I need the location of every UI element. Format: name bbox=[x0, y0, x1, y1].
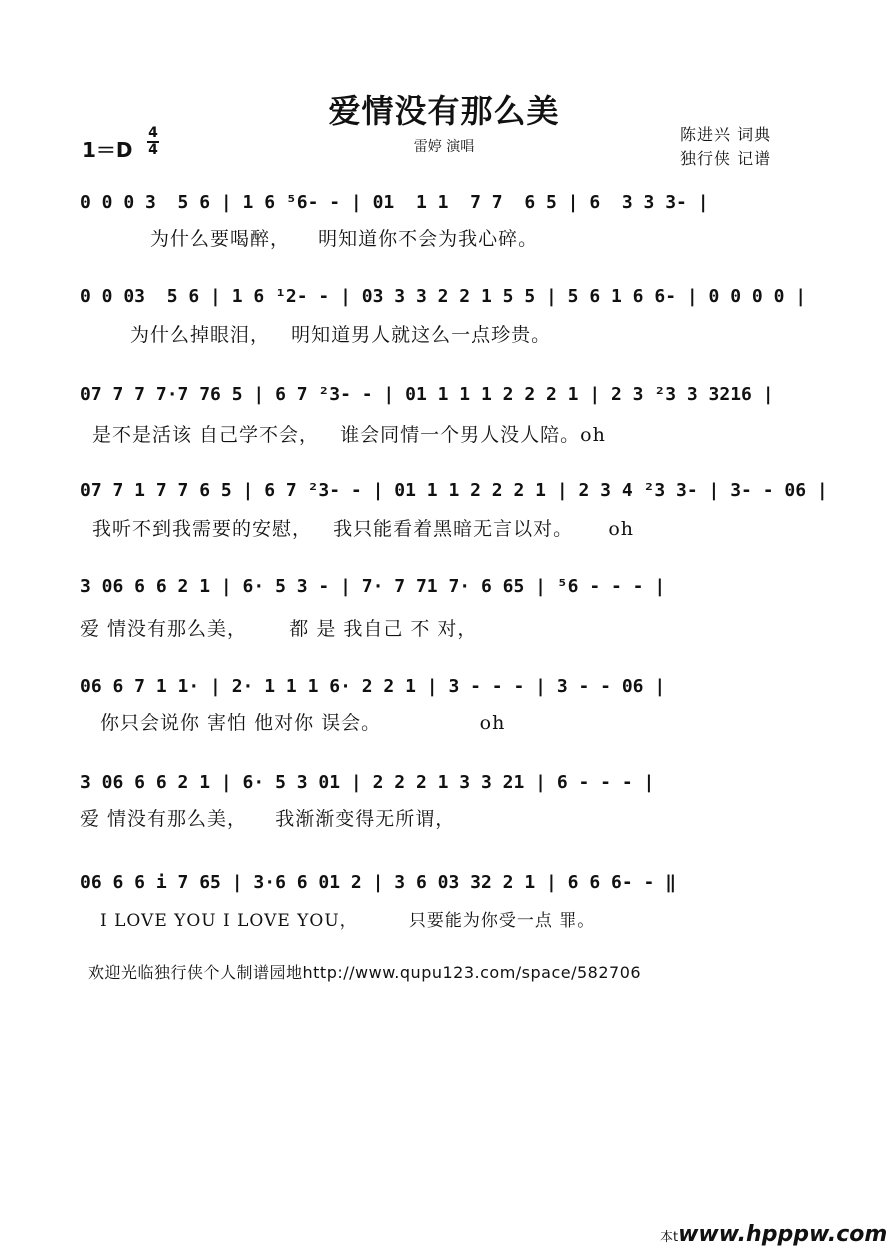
transcriber-credit: 独行侠 记谱 bbox=[680, 149, 772, 168]
score-line-8: 06 6 6 i 7 65 | 3·6 6 01 2 | 3 6 03 32 2 1 | 6 6 6- - ‖ bbox=[80, 872, 677, 893]
lyric-line-8: I LOVE YOU I LOVE YOU， 只要能为你受一点 罪。 bbox=[100, 911, 596, 931]
score-line-5: 3 06 6 6 2 1 | 6· 5 3 - | 7· 7 71 7· 6 65 | ⁵6 - - - | bbox=[80, 576, 666, 597]
lyric-line-6: 你只会说你 害怕 他对你 误会。 oh bbox=[100, 712, 506, 734]
score-line-6: 06 6 7 1 1· | 2· 1 1 1 6· 2 2 1 | 3 - - - | 3 - - 06 | bbox=[80, 676, 666, 697]
score-line-1: 0 0 0 3 5 6 | 1 6 ⁵6- - | 01 1 1 7 7 6 5 | 6 3 3 3- | bbox=[80, 192, 709, 213]
lyric-line-2: 为什么掉眼泪， 明知道男人就这么一点珍贵。 bbox=[130, 324, 552, 346]
watermark bbox=[660, 1222, 887, 1247]
watermark-site: www.hpppw.com bbox=[678, 1222, 888, 1247]
footer-website-note: 欢迎光临独行侠个人制谱园地http://www.qupu123.com/space/582706 bbox=[88, 963, 642, 982]
watermark-prefix: 本t bbox=[660, 1230, 679, 1245]
score-line-7: 3 06 6 6 2 1 | 6· 5 3 01 | 2 2 2 1 3 3 21 | 6 - - - | bbox=[80, 772, 655, 793]
lyric-line-4: 我听不到我需要的安慰， 我只能看着黑暗无言以对。 oh bbox=[92, 518, 634, 540]
time-signature bbox=[146, 126, 160, 158]
score-line-2: 0 0 03 5 6 | 1 6 ¹2- - | 03 3 3 2 2 1 5 5 | 5 6 1 6 6- | 0 0 0 0 | bbox=[80, 286, 807, 307]
key-signature: 1＝D bbox=[82, 138, 133, 162]
lyric-line-7: 爱 情没有那么美， 我渐渐变得无所谓， bbox=[80, 808, 456, 830]
lyric-line-3: 是不是活该 自己学不会， 谁会同情一个男人没人陪。oh bbox=[92, 424, 606, 446]
singer-credit: 雷婷 演唱 bbox=[413, 139, 475, 155]
song-title: 爱情没有那么美 bbox=[328, 92, 560, 130]
lyric-line-5: 爱 情没有那么美， 都 是 我自己 不 对， bbox=[80, 618, 478, 640]
time-signature-bottom: 4 bbox=[148, 142, 158, 158]
score-line-3: 07 7 7 7·7 76 5 | 6 7 ²3- - | 01 1 1 1 2 2 2 1 | 2 3 ²3 3 3216 | bbox=[80, 384, 774, 405]
lyricist-credit: 陈进兴 词典 bbox=[680, 125, 772, 144]
lyric-line-1: 为什么要喝醉， 明知道你不会为我心碎。 bbox=[150, 228, 539, 250]
time-signature-top: 4 bbox=[148, 125, 158, 141]
score-line-4: 07 7 1 7 7 6 5 | 6 7 ²3- - | 01 1 1 2 2 2 1 | 2 3 4 ²3 3- | 3- - 06 | bbox=[80, 480, 828, 501]
